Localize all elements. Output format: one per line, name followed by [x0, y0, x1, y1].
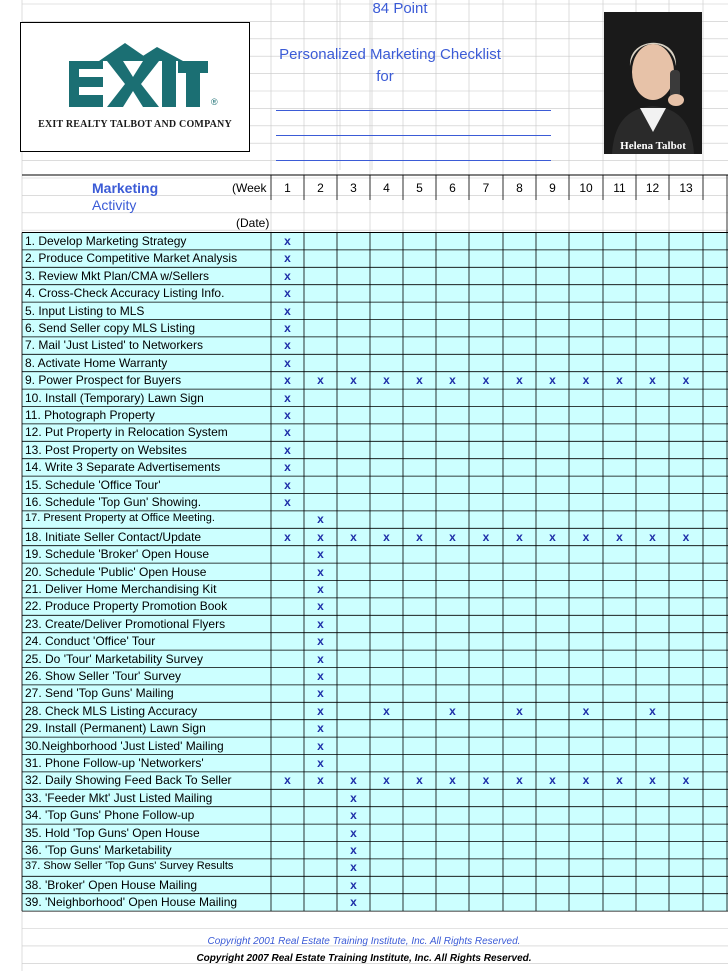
- activity-label: 17. Present Property at Office Meeting.: [25, 512, 215, 525]
- date-label: (Date): [236, 216, 270, 230]
- week-mark[interactable]: x: [616, 529, 623, 544]
- copyright-2001: Copyright 2001 Real Estate Training Institute, Inc. All Rights Reserved.: [207, 936, 521, 947]
- activity-label: 24. Conduct 'Office' Tour: [25, 634, 156, 649]
- activity-label: 26. Show Seller 'Tour' Survey: [25, 669, 181, 683]
- week-mark[interactable]: x: [416, 773, 423, 788]
- week-mark[interactable]: x: [350, 808, 357, 823]
- week-mark[interactable]: x: [317, 582, 324, 596]
- week-mark[interactable]: x: [449, 773, 456, 788]
- week-mark[interactable]: x: [284, 268, 291, 283]
- week-mark[interactable]: x: [350, 790, 357, 805]
- week-header-9: 9: [549, 181, 556, 195]
- week-mark[interactable]: x: [317, 616, 324, 631]
- activity-label: 3. Review Mkt Plan/CMA w/Sellers: [25, 268, 210, 283]
- week-mark[interactable]: x: [284, 460, 291, 475]
- week-mark[interactable]: x: [317, 773, 324, 788]
- week-mark[interactable]: x: [284, 442, 291, 457]
- week-mark[interactable]: x: [383, 773, 390, 788]
- week-mark[interactable]: x: [317, 564, 324, 579]
- week-header-3: 3: [350, 181, 357, 195]
- week-mark[interactable]: x: [284, 373, 291, 388]
- week-mark[interactable]: x: [649, 773, 656, 788]
- week-mark[interactable]: x: [284, 477, 291, 492]
- activity-label: 30.Neighborhood 'Just Listed' Mailing: [25, 738, 224, 753]
- title-line-2: Personalized Marketing Checklist: [279, 46, 501, 63]
- activity-label: 36. 'Top Guns' Marketability: [25, 843, 172, 857]
- week-header-1: 1: [284, 181, 291, 195]
- company-name: EXIT REALTY TALBOT AND COMPANY: [38, 119, 232, 130]
- activity-label: 37. Show Seller 'Top Guns' Survey Results: [25, 860, 234, 873]
- week-mark[interactable]: x: [649, 703, 656, 718]
- week-mark[interactable]: x: [317, 512, 324, 527]
- week-mark[interactable]: x: [516, 529, 523, 544]
- week-mark[interactable]: x: [449, 529, 456, 544]
- week-mark[interactable]: x: [284, 234, 291, 248]
- week-mark[interactable]: x: [284, 408, 291, 422]
- week-mark[interactable]: x: [350, 373, 357, 388]
- week-mark[interactable]: x: [616, 373, 623, 388]
- week-mark[interactable]: x: [350, 860, 357, 875]
- activity-label: 33. 'Feeder Mkt' Just Listed Mailing: [25, 790, 213, 805]
- week-mark[interactable]: x: [416, 529, 423, 544]
- activity-label: 25. Do 'Tour' Marketability Survey: [25, 651, 203, 666]
- week-mark[interactable]: x: [649, 373, 656, 388]
- activity-label: 21. Deliver Home Merchandising Kit: [25, 582, 217, 596]
- week-mark[interactable]: x: [284, 425, 291, 440]
- week-header-8: 8: [516, 181, 523, 195]
- activity-label: 20. Schedule 'Public' Open House: [25, 564, 207, 579]
- activity-label: 19. Schedule 'Broker' Open House: [25, 547, 210, 562]
- activity-label: 11. Photograph Property: [25, 408, 155, 422]
- week-header-12: 12: [645, 181, 660, 195]
- week-mark[interactable]: x: [317, 756, 324, 770]
- week-mark[interactable]: x: [482, 529, 490, 544]
- activity-label: 16. Schedule 'Top Gun' Showing.: [25, 495, 202, 509]
- week-mark[interactable]: x: [284, 495, 291, 509]
- week-mark[interactable]: x: [582, 529, 590, 544]
- agent-name-line-1[interactable]: [276, 110, 551, 111]
- activity-label: 32. Daily Showing Feed Back To Seller: [25, 773, 232, 788]
- exit-realty-logo: [20, 22, 250, 152]
- agent-photo: [604, 12, 702, 154]
- activity-label: 1. Develop Marketing Strategy: [25, 234, 187, 248]
- activity-label: 7. Mail 'Just Listed' to Networkers: [25, 338, 203, 353]
- week-mark[interactable]: x: [449, 703, 456, 718]
- activity-label: 34. 'Top Guns' Phone Follow-up: [25, 808, 195, 823]
- activity-label: 9. Power Prospect for Buyers: [25, 373, 182, 388]
- week-mark[interactable]: x: [682, 529, 690, 544]
- week-mark[interactable]: x: [317, 547, 324, 562]
- week-mark[interactable]: x: [350, 773, 357, 788]
- activity-label: 29. Install (Permanent) Lawn Sign: [25, 721, 206, 736]
- week-mark[interactable]: x: [482, 373, 490, 388]
- week-mark[interactable]: x: [383, 703, 390, 718]
- activity-label: 10. Install (Temporary) Lawn Sign: [25, 390, 204, 405]
- activity-label: 4. Cross-Check Accuracy Listing Info.: [25, 286, 225, 301]
- week-mark[interactable]: x: [284, 303, 291, 318]
- activity-label: 35. Hold 'Top Guns' Open House: [25, 825, 200, 840]
- week-header-2: 2: [317, 181, 324, 195]
- week-mark[interactable]: x: [317, 721, 324, 736]
- week-mark[interactable]: x: [284, 286, 291, 301]
- week-mark[interactable]: x: [317, 651, 324, 666]
- activity-label: 14. Write 3 Separate Advertisements: [25, 460, 221, 475]
- week-mark[interactable]: x: [350, 529, 357, 544]
- week-mark[interactable]: x: [516, 373, 523, 388]
- week-mark[interactable]: x: [317, 738, 324, 753]
- week-mark[interactable]: x: [350, 895, 357, 910]
- week-mark[interactable]: x: [284, 773, 291, 788]
- week-mark[interactable]: x: [549, 529, 556, 544]
- activity-header-line-1: Marketing: [92, 180, 159, 196]
- week-mark[interactable]: x: [350, 877, 357, 892]
- week-header-11: 11: [613, 181, 626, 195]
- week-mark[interactable]: x: [682, 373, 690, 388]
- activity-label: 38. 'Broker' Open House Mailing: [25, 877, 198, 892]
- agent-name-line-3[interactable]: [276, 160, 551, 161]
- week-mark[interactable]: x: [449, 373, 456, 388]
- copyright-2007: Copyright 2007 Real Estate Training Institute, Inc. All Rights Reserved.: [196, 953, 532, 964]
- week-header-13: 13: [679, 181, 693, 195]
- week-mark[interactable]: x: [649, 529, 656, 544]
- activity-label: 2. Produce Competitive Market Analysis: [25, 251, 238, 266]
- week-mark[interactable]: x: [616, 773, 623, 788]
- week-mark[interactable]: x: [317, 634, 324, 649]
- week-mark[interactable]: x: [582, 703, 590, 718]
- activity-label: 15. Schedule 'Office Tour': [25, 477, 161, 492]
- activity-label: 28. Check MLS Listing Accuracy: [25, 703, 198, 718]
- week-mark[interactable]: x: [482, 773, 490, 788]
- week-mark[interactable]: x: [317, 686, 324, 701]
- week-mark[interactable]: x: [317, 669, 324, 683]
- week-mark[interactable]: x: [284, 338, 291, 353]
- agent-name-line-2[interactable]: [276, 135, 551, 136]
- week-header-5: 5: [416, 181, 423, 195]
- week-header-7: 7: [482, 181, 490, 195]
- week-mark[interactable]: x: [317, 703, 324, 718]
- week-mark[interactable]: x: [317, 373, 324, 388]
- activity-label: 27. Send 'Top Guns' Mailing: [25, 686, 174, 701]
- activity-label: 31. Phone Follow-up 'Networkers': [25, 756, 204, 770]
- week-mark[interactable]: x: [582, 773, 590, 788]
- activity-label: 23. Create/Deliver Promotional Flyers: [25, 616, 226, 631]
- week-mark[interactable]: x: [549, 373, 556, 388]
- week-mark[interactable]: x: [284, 251, 291, 266]
- week-mark[interactable]: x: [549, 773, 556, 788]
- activity-label: 5. Input Listing to MLS: [25, 303, 145, 318]
- week-header-6: 6: [449, 181, 456, 195]
- activity-label: 22. Produce Property Promotion Book: [25, 599, 228, 614]
- week-mark[interactable]: x: [516, 773, 523, 788]
- week-mark[interactable]: x: [383, 529, 390, 544]
- title-line-3: for: [376, 68, 394, 85]
- week-mark[interactable]: x: [416, 373, 423, 388]
- week-mark[interactable]: x: [582, 373, 590, 388]
- activity-label: 12. Put Property in Relocation System: [25, 425, 228, 440]
- agent-photo-caption: Helena Talbot: [620, 140, 686, 152]
- week-mark[interactable]: x: [516, 703, 523, 718]
- week-mark[interactable]: x: [284, 321, 291, 335]
- week-label: (Week: [232, 181, 267, 195]
- activity-header-line-2: Activity: [92, 197, 137, 213]
- week-mark[interactable]: x: [317, 599, 324, 614]
- week-mark[interactable]: x: [350, 843, 357, 857]
- week-mark[interactable]: x: [284, 355, 291, 370]
- week-header-4: 4: [383, 181, 390, 195]
- week-mark[interactable]: x: [383, 373, 390, 388]
- registered-mark: ®: [211, 97, 218, 107]
- week-mark[interactable]: x: [284, 390, 291, 405]
- activity-label: 13. Post Property on Websites: [25, 442, 187, 457]
- week-mark[interactable]: x: [317, 529, 324, 544]
- title-line-1: 84 Point: [372, 0, 428, 17]
- agent-portrait-image: [604, 12, 702, 154]
- activity-label: 39. 'Neighborhood' Open House Mailing: [25, 895, 238, 910]
- activity-label: 18. Initiate Seller Contact/Update: [25, 529, 202, 544]
- week-header-10: 10: [579, 181, 593, 195]
- activity-label: 6. Send Seller copy MLS Listing: [25, 321, 196, 335]
- week-mark[interactable]: x: [350, 825, 357, 840]
- week-mark[interactable]: x: [682, 773, 690, 788]
- exit-logo-mark: [65, 39, 211, 109]
- week-mark[interactable]: x: [284, 529, 291, 544]
- activity-label: 8. Activate Home Warranty: [25, 355, 168, 370]
